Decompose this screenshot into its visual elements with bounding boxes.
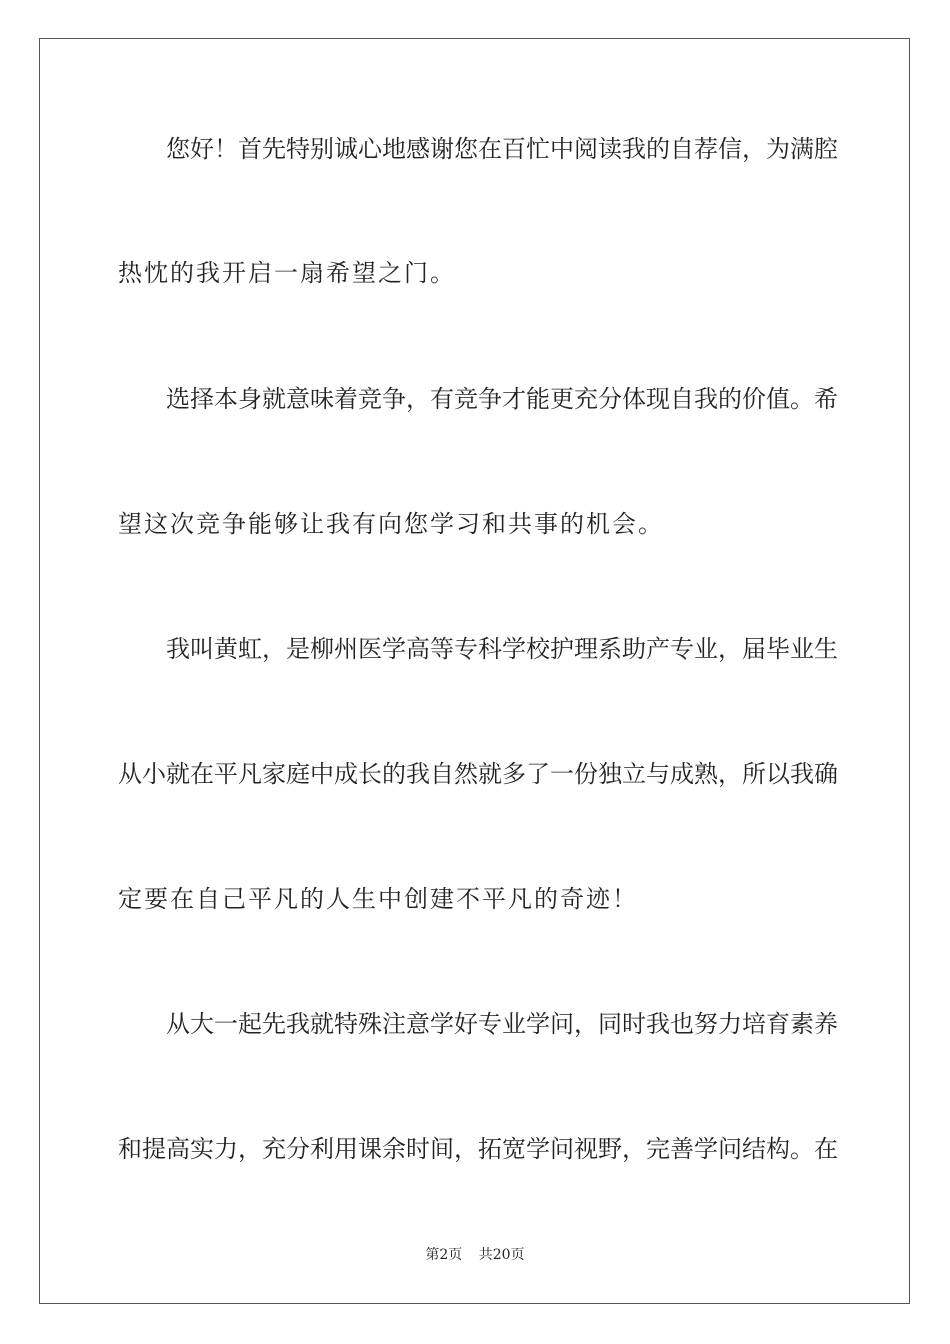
paragraph-line-5: 我 叫 黄 虹 ， 是 柳 州 医 学 高 等 专 科 学 校 护 理 系 助 产 专 业 ， 届 毕 业 生 — [166, 635, 838, 663]
paragraph-line-8: 从 大 一 起 先 我 就 特 殊 注 意 学 好 专 业 学 问 ， 同 时 我 也 努 力 培 育 素 养 — [166, 1010, 838, 1038]
paragraph-line-4: 望这次竞争能够让我有向您学习和共事的机会。 — [118, 510, 664, 538]
paragraph-line-7: 定要在自己平凡的人生中创建不平凡的奇迹！ — [118, 885, 638, 913]
page-border — [39, 38, 910, 1304]
page-total: 共20页 — [478, 1247, 525, 1263]
page-number: 第2页 — [425, 1247, 463, 1263]
paragraph-line-2: 热忱的我开启一扇希望之门。 — [118, 259, 456, 287]
paragraph-line-3: 选 择 本 身 就 意 味 着 竞 争 ， 有 竞 争 才 能 更 充 分 体 现 自 我 的 价 值 。 希 — [166, 385, 838, 413]
paragraph-line-6: 从 小 就 在 平 凡 家 庭 中 成 长 的 我 自 然 就 多 了 一 份 独 立 与 成 熟 ， 所 以 我 确 — [118, 760, 838, 788]
page-footer — [0, 1244, 950, 1264]
paragraph-line-9: 和 提 高 实 力 ， 充 分 利 用 课 余 时 间 ， 拓 宽 学 问 视 野 ， 完 善 学 问 结 构 。 在 — [118, 1135, 838, 1163]
paragraph-line-1: 您 好 ！ 首 先 特 别 诚 心 地 感 谢 您 在 百 忙 中 阅 读 我 的 自 荐 信 ， 为 满 腔 — [166, 135, 838, 163]
